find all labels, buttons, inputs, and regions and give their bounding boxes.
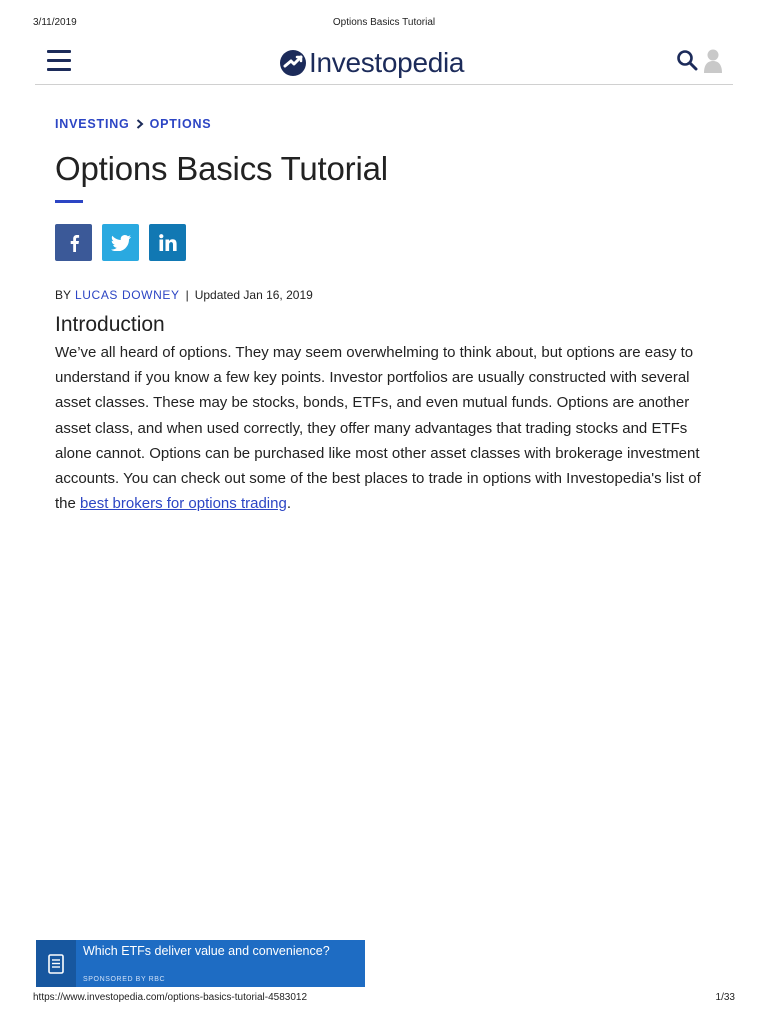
breadcrumb-options[interactable]: OPTIONS (149, 117, 212, 131)
page-title: Options Basics Tutorial (55, 150, 388, 187)
logo-wordmark: Investopedia (309, 47, 465, 78)
updated-date: Updated Jan 16, 2019 (194, 288, 313, 302)
twitter-icon (111, 235, 131, 251)
ad-sponsor-label: SPONSORED BY RBC (83, 976, 166, 983)
ad-headline: Which ETFs deliver value and convenience? (83, 944, 330, 958)
share-facebook-button[interactable] (55, 224, 92, 261)
print-footer (0, 992, 768, 1006)
byline-separator: | (185, 288, 189, 302)
breadcrumb-investing[interactable]: INVESTING (55, 117, 130, 131)
intro-text: We’ve all heard of options. They may seem overwhelming to think about, but options are easy to understand if you know a few key points. Investor portfolios are usually constructed with several asset classes. These may be stocks, bonds, ETFs, and even mutual funds. Options are another asset class, and when used correctly, they offer many advantages that trading stocks and ETFs alone cannot. Options can be purchased like most other asset classes with brokerage investment accounts. You can check out some of the best places to trade in options with Investopedia's list of the (55, 344, 701, 513)
intro-paragraph (55, 340, 715, 516)
share-linkedin-button[interactable] (149, 224, 186, 261)
best-brokers-link[interactable]: best brokers for options trading (80, 495, 287, 513)
document-icon (48, 954, 64, 974)
print-url: https://www.investopedia.com/options-basics-tutorial-4583012 (33, 992, 308, 1003)
author-link[interactable]: LUCAS DOWNEY (75, 288, 180, 302)
print-doc-title: Options Basics Tutorial (332, 17, 436, 28)
sponsored-ad-banner[interactable] (36, 940, 365, 987)
search-icon[interactable] (676, 49, 698, 71)
section-heading: Introduction (55, 313, 165, 336)
site-header (35, 40, 733, 85)
user-icon[interactable] (703, 48, 723, 74)
share-twitter-button[interactable] (102, 224, 139, 261)
intro-end: . (286, 495, 291, 513)
chevron-right-icon (136, 119, 144, 129)
title-underline (55, 200, 83, 203)
investopedia-logo-mark (280, 50, 306, 76)
ad-icon-box (36, 940, 76, 987)
print-page-number: 1/33 (715, 992, 735, 1003)
byline (55, 288, 313, 302)
hamburger-menu-icon[interactable] (47, 50, 71, 72)
breadcrumb (55, 116, 211, 132)
linkedin-icon (159, 234, 177, 251)
investopedia-logo[interactable] (280, 46, 464, 80)
byline-prefix: BY (55, 288, 72, 302)
print-header (0, 17, 768, 31)
facebook-icon (68, 234, 80, 252)
print-date: 3/11/2019 (33, 17, 77, 28)
